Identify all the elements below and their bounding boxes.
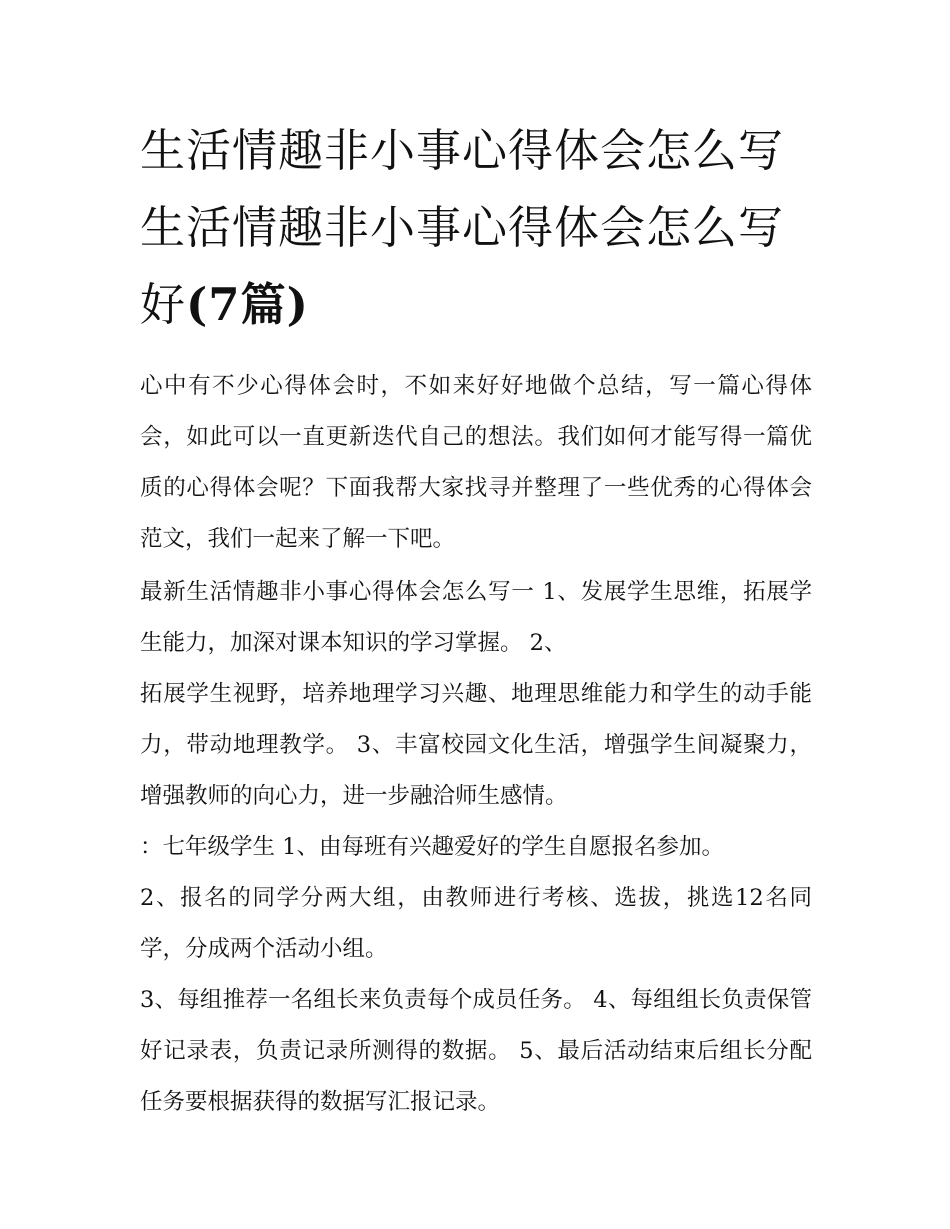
body-paragraph: 拓展学生视野，培养地理学习兴趣、地理思维能力和学生的动手能力，带动地理教学。 3、丰富校园文化生活，增强学生间凝聚力，增强教师的向心力，进一步融洽师生感情。 bbox=[140, 681, 812, 809]
body-paragraph: 3、每组推荐一名组长来负责每个成员任务。 4、每组组长负责保管好记录表，负责记录所测得的数据。 5、最后活动结束后组长分配任务要根据获得的数据写汇报记录。 bbox=[140, 987, 812, 1115]
document-title bbox=[140, 112, 812, 343]
document-body bbox=[140, 361, 812, 1128]
title-suffix-text: (7篇) bbox=[186, 278, 309, 331]
body-paragraph: 2、报名的同学分两大组，由教师进行考核、选拔，挑选12名同学，分成两个活动小组。 bbox=[140, 885, 812, 962]
body-paragraph: ：七年级学生 1、由每班有兴趣爱好的学生自愿报名参加。 bbox=[140, 834, 724, 860]
body-paragraph: 最新生活情趣非小事心得体会怎么写一 1、发展学生思维，拓展学生能力，加深对课本知识的学习掌握。 2、 bbox=[140, 579, 812, 656]
intro-paragraph: 心中有不少心得体会时，不如来好好地做个总结，写一篇心得体会，如此可以一直更新迭代自己的想法。我们如何才能写得一篇优质的心得体会呢？下面我帮大家找寻并整理了一些优秀的心得体会范文，我们一起来了解一下吧。 bbox=[140, 373, 812, 552]
document-content bbox=[140, 112, 812, 1128]
title-main-text: 生活情趣非小事心得体会怎么写 生活情趣非小事心得体会怎么写好 bbox=[140, 124, 785, 331]
